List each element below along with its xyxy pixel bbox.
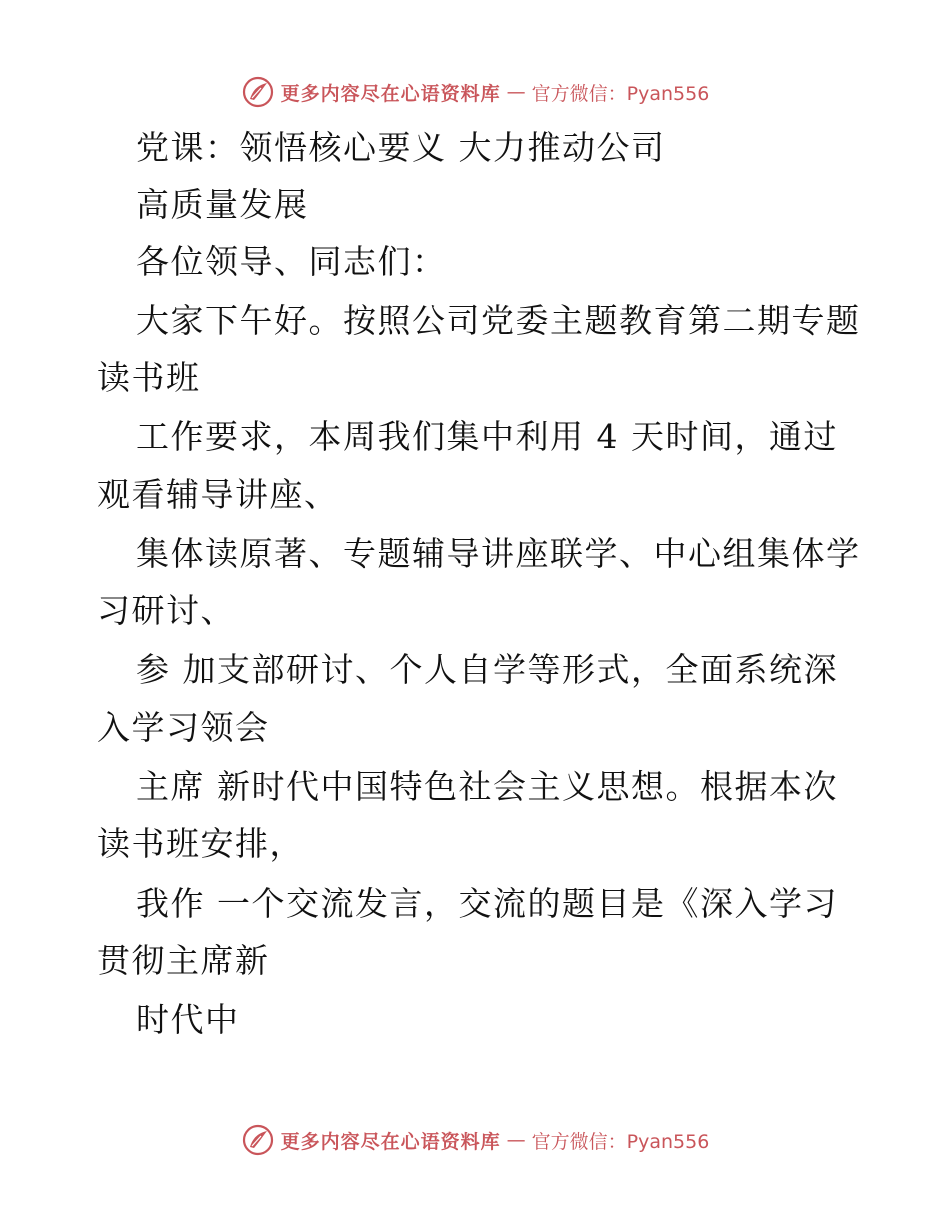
doc-title-line-2: 高质量发展 [136,185,309,224]
brand-logo-icon [241,1123,275,1157]
footer-banner-dash: — [506,1129,526,1151]
footer-banner-wechat: 官方微信：Pyan556 [531,1130,710,1153]
doc-paragraph-line: 工作要求，本周我们集中利用 4 天时间，通过 [136,417,838,456]
footer-banner-text: 更多内容尽在心语资料库 [280,1130,501,1153]
doc-paragraph-line: 入学习领会 [97,708,270,747]
doc-paragraph-line: 读书班安排， [97,824,304,863]
doc-paragraph-line: 我作 一个交流发言，交流的题目是《深入学习 [136,884,838,923]
doc-paragraph-line: 集体读原著、专题辅导讲座联学、中心组集体学 [136,534,861,573]
doc-paragraph-line: 读书班 [97,358,201,397]
doc-paragraph-line: 习研讨、 [97,591,235,630]
header-banner-text: 更多内容尽在心语资料库 [280,82,501,105]
brand-logo-icon [241,75,275,109]
doc-salutation: 各位领导、同志们： [136,242,447,281]
doc-paragraph-line: 大家下午好。按照公司党委主题教育第二期专题 [136,301,861,340]
doc-paragraph-line: 观看辅导讲座、 [97,475,339,514]
doc-title-line-1: 党课：领悟核心要义 大力推动公司 [136,128,666,167]
header-banner-wechat: 官方微信：Pyan556 [531,82,710,105]
footer-watermark-banner [0,1120,950,1160]
doc-paragraph-line: 参 加支部研讨、个人自学等形式，全面系统深 [136,650,838,689]
doc-paragraph-line: 时代中 [136,1000,240,1039]
doc-paragraph-line: 主席 新时代中国特色社会主义思想。根据本次 [136,767,838,806]
header-watermark-banner [0,72,950,112]
doc-paragraph-line: 贯彻主席新 [97,941,270,980]
header-banner-dash: — [506,81,526,103]
